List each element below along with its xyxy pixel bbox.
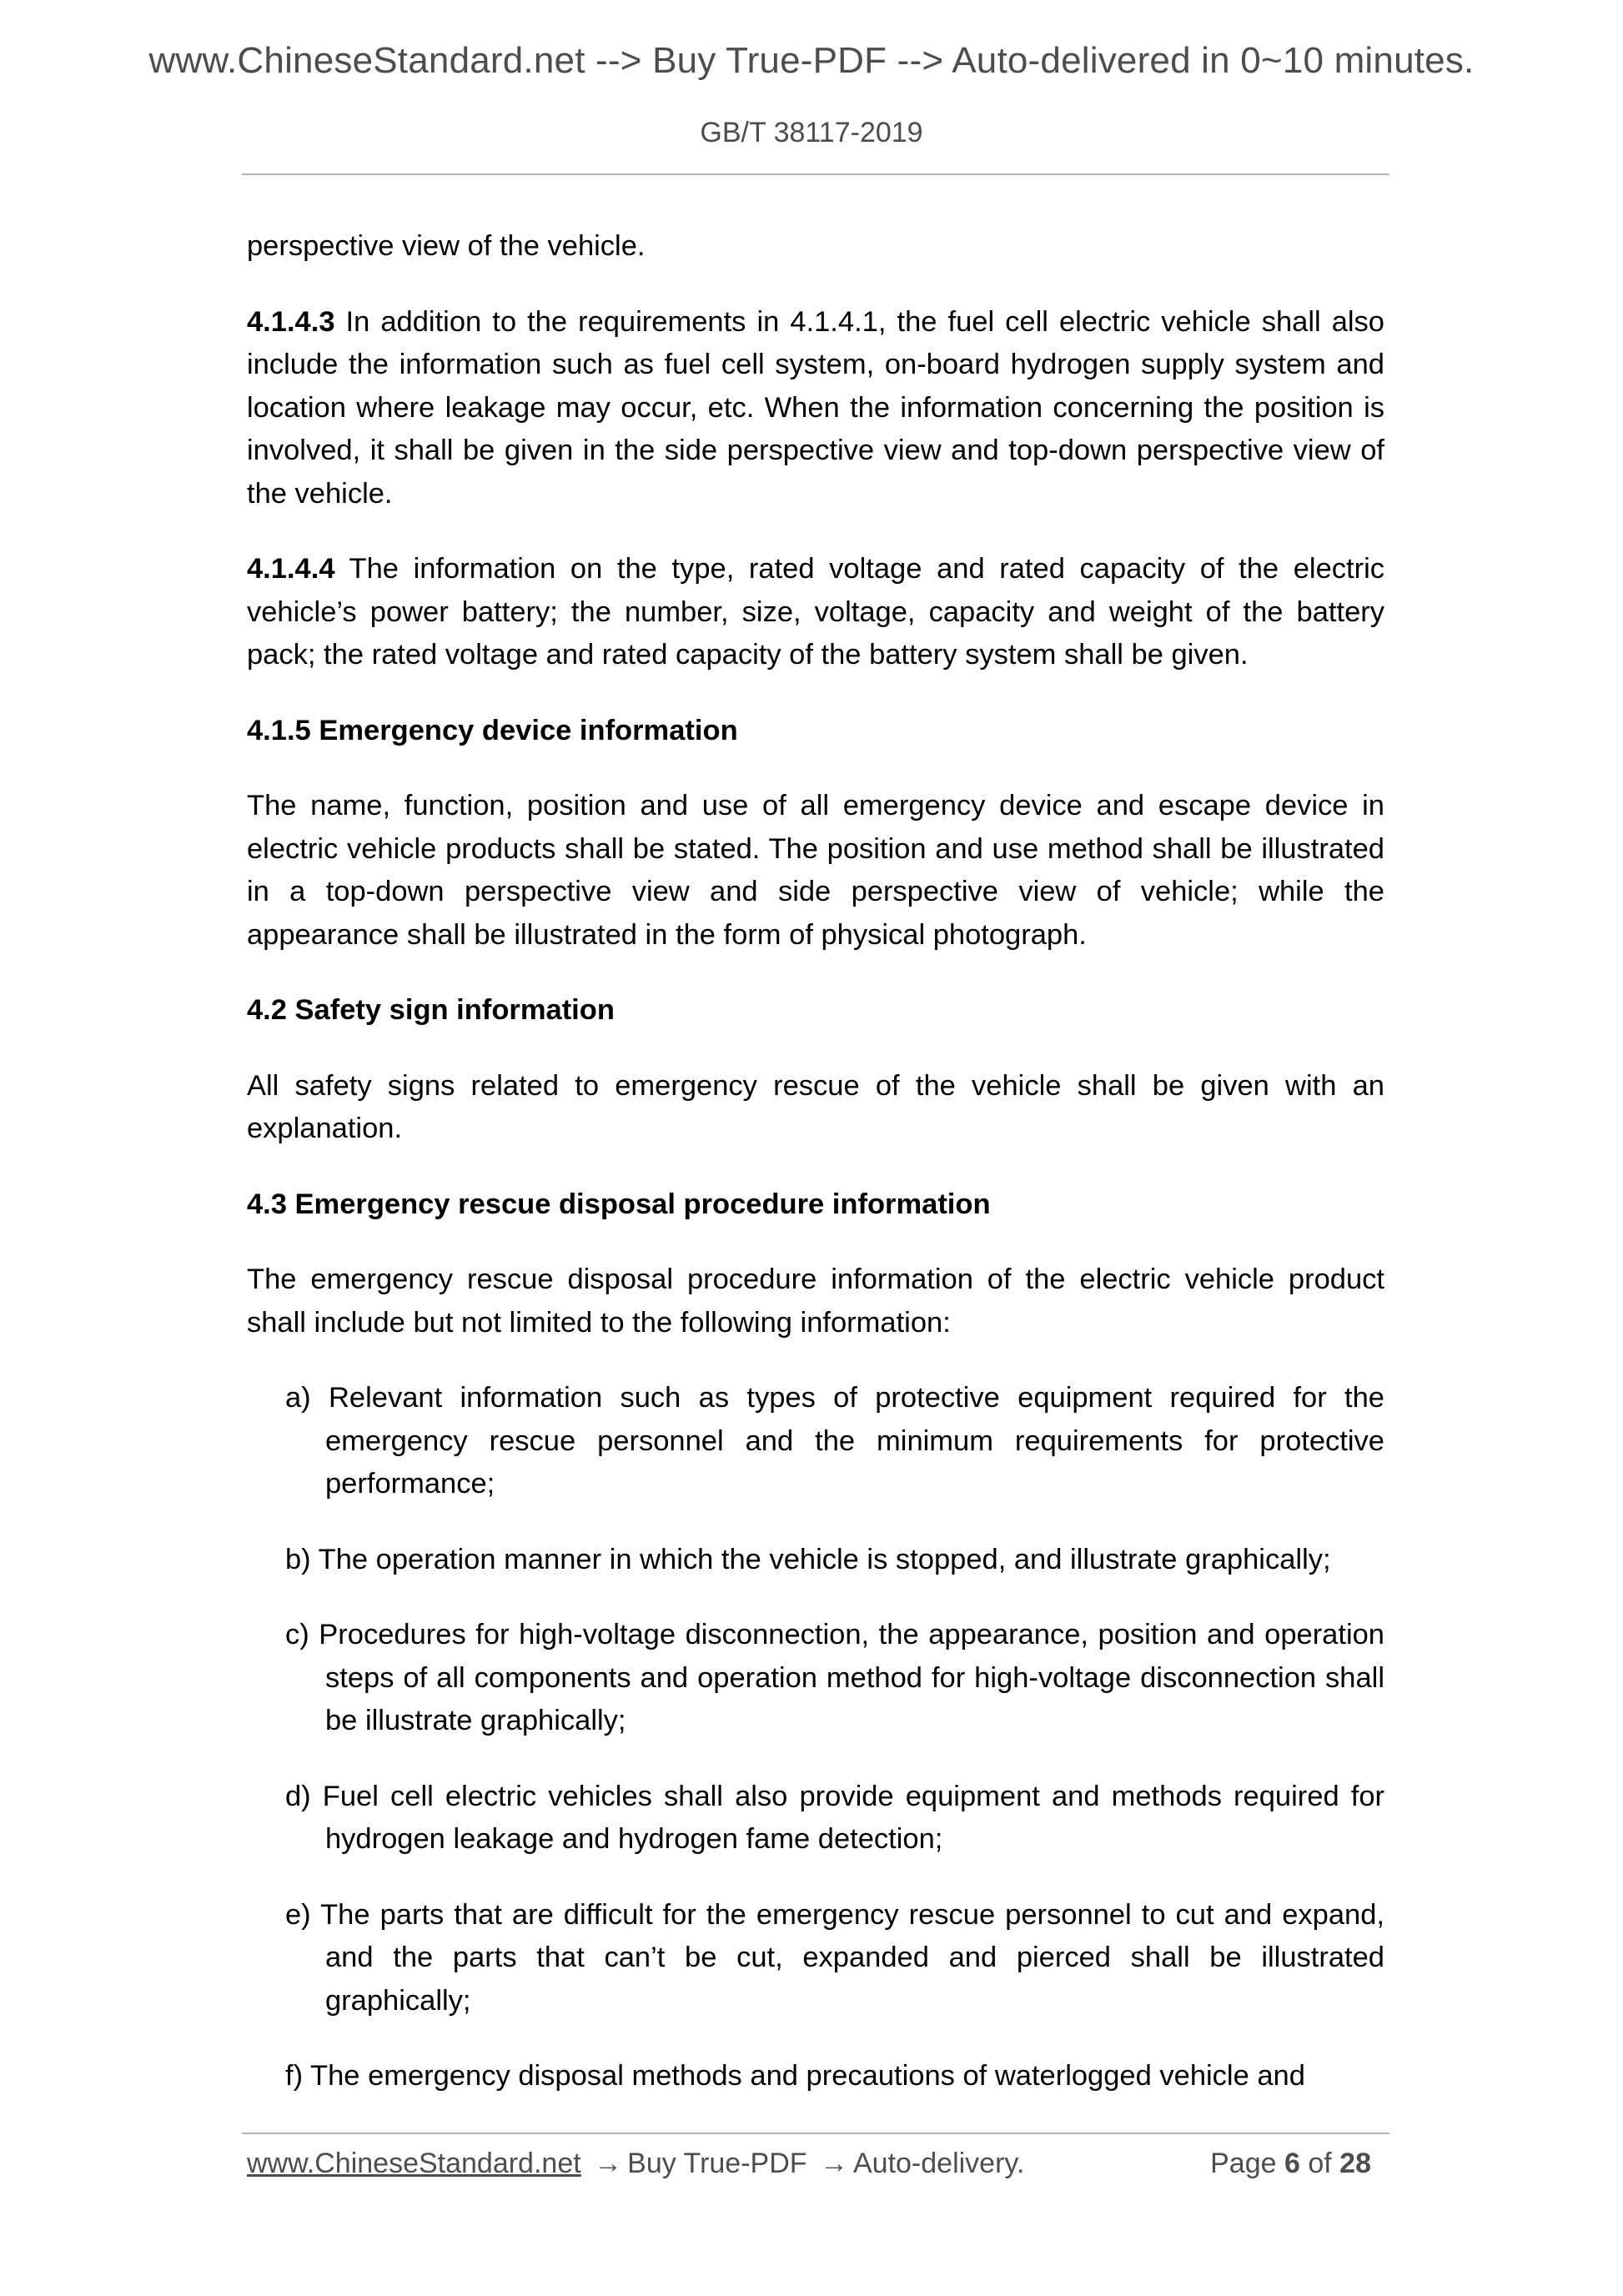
header-divider: [242, 173, 1389, 175]
of-label: of: [1308, 2148, 1332, 2179]
list-item-b: b) The operation manner in which the vehicle is stopped, and illustrate graphically;: [285, 1543, 1331, 1575]
clause-text: The information on the type, rated voltage and rated capacity of the electric vehicle’s power battery; the number, size, voltage, capacity and weight of the battery pack; the rated voltage and rated capacity of the battery system shall be given.: [247, 553, 1384, 671]
section-4-1-5-text: The name, function, position and use of all emergency device and escape device in electric vehicle products shall be stated. The position and use method shall be illustrated in a top-down perspective view and side perspective view of vehicle; while the appearance shall be illustrated in the form of physical photograph.: [247, 790, 1384, 951]
clause-number: 4.1.4.4: [247, 553, 335, 585]
page-total: 28: [1339, 2148, 1371, 2179]
section-heading-4-3: 4.3 Emergency rescue disposal procedure information: [247, 1188, 991, 1220]
section-4-3-intro: The emergency rescue disposal procedure information of the electric vehicle product shall include but not limited to the following information:: [247, 1264, 1384, 1339]
arrow-right-icon: →: [819, 2148, 848, 2179]
section-heading-4-2: 4.2 Safety sign information: [247, 994, 615, 1026]
site-link[interactable]: www.ChineseStandard.net: [247, 2148, 581, 2179]
list-item-f: f) The emergency disposal methods and precautions of waterlogged vehicle and: [285, 2060, 1305, 2092]
list-item-d: d) Fuel cell electric vehicles shall also provide equipment and methods required for hydrogen leakage and hydrogen fame detection;: [285, 1780, 1384, 1855]
page-footer: [247, 2148, 1384, 2189]
page-number: 6: [1284, 2148, 1300, 2179]
standard-code: GB/T 38117-2019: [700, 117, 923, 148]
footer-divider: [242, 2133, 1389, 2134]
clause-number: 4.1.4.3: [247, 305, 335, 338]
section-heading-4-1-5: 4.1.5 Emergency device information: [247, 714, 738, 746]
arrow-right-icon: →: [594, 2148, 623, 2179]
site-banner: www.ChineseStandard.net --> Buy True-PDF --> Auto-delivered in 0~10 minutes.: [148, 40, 1475, 81]
document-body: [247, 225, 1384, 2098]
clause-text: In addition to the requirements in 4.1.4.1, the fuel cell electric vehicle shall also include the information such as fuel cell system, on-board hydrogen supply system and location where leakage may occur, etc. When the information concerning the position is involved, it shall be given in the side perspective view and top-down perspective view of the vehicle.: [247, 305, 1384, 510]
page-label: Page: [1210, 2148, 1277, 2179]
buy-text: Buy True-PDF: [627, 2148, 807, 2179]
clause-4-1-4-4: [247, 548, 1384, 677]
section-4-2-text: All safety signs related to emergency rescue of the vehicle shall be given with an explanation.: [247, 1069, 1384, 1144]
list-item-e: e) The parts that are difficult for the emergency rescue personnel to cut and expand, and the parts that can’t be cut, expanded and pierced shall be illustrated graphically;: [285, 1898, 1384, 2017]
delivery-text: Auto-delivery.: [852, 2148, 1025, 2179]
list-item-c: c) Procedures for high-voltage disconnection, the appearance, position and operation steps of all components and operation method for high-voltage disconnection shall be illustrate graphically;: [285, 1619, 1384, 1736]
footer-promo: [247, 2148, 1024, 2180]
clause-4-1-4-3: [247, 301, 1384, 516]
list-item-a: a) Relevant information such as types of protective equipment required for the emergency rescue personnel and the minimum requirements for protective performance;: [285, 1382, 1384, 1500]
continuation-paragraph: perspective view of the vehicle.: [247, 230, 646, 262]
page-indicator: [1210, 2148, 1371, 2180]
